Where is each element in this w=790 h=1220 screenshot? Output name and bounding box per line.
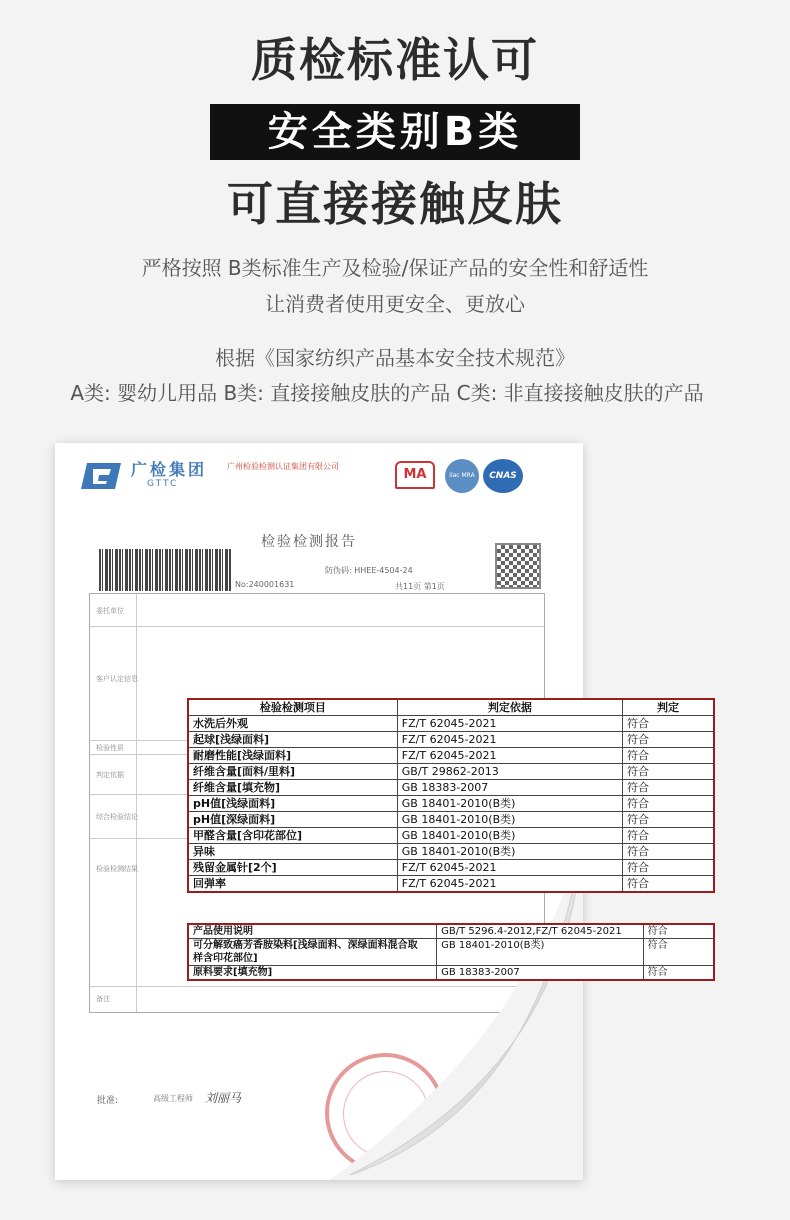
- verdict: 符合: [622, 748, 714, 764]
- verdict: 符合: [622, 780, 714, 796]
- standard-basis: GB/T 29862-2013: [397, 764, 622, 780]
- test-results-table: [187, 698, 715, 893]
- verdict: 符合: [622, 764, 714, 780]
- standard-basis: GB 18401-2010(B类): [397, 828, 622, 844]
- table-row: [188, 796, 714, 812]
- test-item: 起球[浅绿面料]: [188, 732, 397, 748]
- verdict: 符合: [643, 924, 714, 939]
- page-title: 质检标准认可: [251, 33, 539, 87]
- standard-basis: GB 18383-2007: [397, 780, 622, 796]
- standard-basis: GB 18401-2010(B类): [437, 939, 644, 966]
- row-label: 检验检测结果: [96, 865, 138, 873]
- test-item: 耐磨性能[浅绿面料]: [188, 748, 397, 764]
- column-header: 判定: [622, 699, 714, 716]
- table-header-row: [188, 699, 714, 716]
- table-row: [188, 812, 714, 828]
- test-item: 异味: [188, 844, 397, 860]
- table-row: [188, 939, 714, 966]
- standard-basis: FZ/T 62045-2021: [397, 860, 622, 876]
- gttc-logo-icon: [81, 459, 123, 493]
- row-label: 备注: [96, 995, 110, 1003]
- report-number: No:240001631: [235, 580, 295, 589]
- verdict: 符合: [622, 732, 714, 748]
- standard-basis: GB 18401-2010(B类): [397, 844, 622, 860]
- page-indicator: 共11页 第1页: [395, 582, 445, 591]
- intro-line-3: 根据《国家纺织产品基本安全技术规范》: [215, 346, 575, 370]
- row-label: 客户认定信息: [96, 675, 138, 683]
- safety-category-badge: 安全类别B类: [210, 104, 580, 160]
- standard-basis: FZ/T 62045-2021: [397, 716, 622, 732]
- row-label: 综合检验结论: [96, 813, 138, 821]
- standard-basis: GB/T 5296.4-2012,FZ/T 62045-2021: [437, 924, 644, 939]
- table-row: [188, 716, 714, 732]
- additional-results-table: [187, 923, 715, 981]
- signer-name: 刘丽马: [205, 1091, 242, 1105]
- table-row: [188, 860, 714, 876]
- test-item: pH值[深绿面料]: [188, 812, 397, 828]
- test-item: 回弹率: [188, 876, 397, 893]
- row-label: 委托单位: [96, 607, 124, 615]
- company-name: 广州检验检测认证集团有限公司: [227, 462, 339, 471]
- test-item-line: 可分解致癌芳香胺染料[浅绿面料、深绿面料混合取: [193, 940, 418, 951]
- row-label: 检验性质: [96, 744, 124, 752]
- cnas-mark: CNAS: [483, 459, 523, 493]
- table-row: [188, 732, 714, 748]
- intro-line-1: 严格按照 B类标准生产及检验/保证产品的安全性和舒适性: [141, 256, 649, 280]
- verdict: 符合: [622, 812, 714, 828]
- signer-role: 高级工程师: [153, 1094, 193, 1103]
- standard-basis: GB 18383-2007: [437, 966, 644, 981]
- verdict: 符合: [622, 716, 714, 732]
- ilac-mra-mark: ilac MRA: [445, 459, 479, 493]
- report-title: 检验检测报告: [261, 534, 357, 550]
- table-row: [188, 764, 714, 780]
- verdict: 符合: [643, 939, 714, 966]
- test-item: 产品使用说明: [188, 924, 437, 939]
- standard-basis: GB 18401-2010(B类): [397, 796, 622, 812]
- column-header: 检验检测项目: [188, 699, 397, 716]
- verdict: 符合: [622, 844, 714, 860]
- barcode-icon: [99, 549, 231, 591]
- table-row: [188, 876, 714, 893]
- signer-label: 批准:: [97, 1096, 119, 1106]
- verdict: 符合: [622, 828, 714, 844]
- test-item: [188, 939, 437, 966]
- test-item-line: 样含印花部位]: [193, 953, 258, 964]
- anti-fake-code: 防伪码: HHEE-4504-24: [325, 566, 413, 575]
- verdict: 符合: [622, 860, 714, 876]
- test-item: 甲醛含量[含印花部位]: [188, 828, 397, 844]
- table-row: [188, 844, 714, 860]
- logo-english-name: GTTC: [147, 479, 179, 489]
- standard-basis: FZ/T 62045-2021: [397, 732, 622, 748]
- test-item: 残留金属针[2个]: [188, 860, 397, 876]
- verdict: 符合: [622, 876, 714, 893]
- column-header: 判定依据: [397, 699, 622, 716]
- standard-basis: FZ/T 62045-2021: [397, 876, 622, 893]
- test-item: 纤维含量[面料/里料]: [188, 764, 397, 780]
- table-row: [188, 780, 714, 796]
- table-row: [188, 828, 714, 844]
- standard-basis: FZ/T 62045-2021: [397, 748, 622, 764]
- page-subtitle: 可直接接触皮肤: [227, 177, 563, 231]
- table-row: [188, 748, 714, 764]
- qr-code-icon: [495, 543, 541, 589]
- cma-certification-mark: MA: [395, 461, 435, 489]
- verdict: 符合: [643, 966, 714, 981]
- test-item: 水洗后外观: [188, 716, 397, 732]
- logo-chinese-name: 广检集团: [131, 460, 208, 479]
- intro-line-4: A类: 婴幼儿用品 B类: 直接接触皮肤的产品 C类: 非直接接触皮肤的产品: [70, 381, 704, 405]
- standard-basis: GB 18401-2010(B类): [397, 812, 622, 828]
- verdict: 符合: [622, 796, 714, 812]
- table-row: [188, 924, 714, 939]
- table-row: [188, 966, 714, 981]
- row-label: 判定依据: [96, 771, 124, 779]
- test-item: 纤维含量[填充物]: [188, 780, 397, 796]
- test-item: 原料要求[填充物]: [188, 966, 437, 981]
- intro-line-2: 让消费者使用更安全、更放心: [265, 292, 525, 316]
- test-item: pH值[浅绿面料]: [188, 796, 397, 812]
